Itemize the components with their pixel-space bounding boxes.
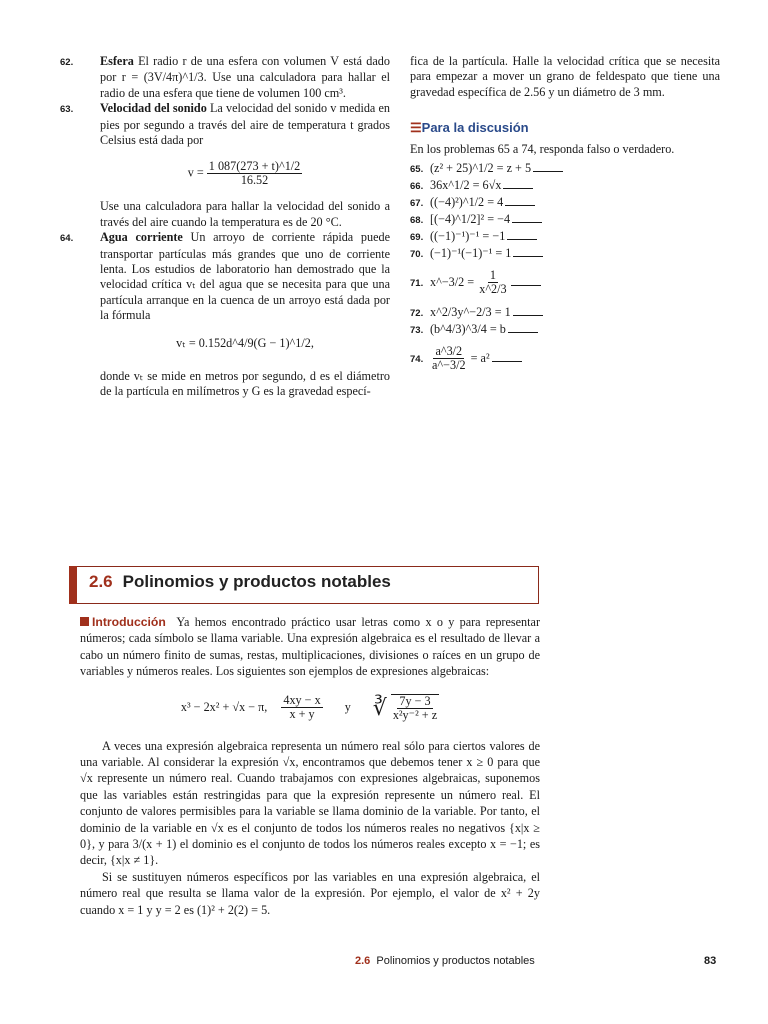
problem-74: 74. $\frac{a\^{}3/2}{a\^{}-3/2}$ = a² (410, 342, 720, 374)
value-paragraph: Si se sustituyen números específicos por las variables en una expresión algebraica, el número real que resulta se llama valor de la expresión. Por ejemplo, el valor de x² + 2y cuando x = 1 y y = 2 es (1)² + 2(2) = 5. (80, 869, 540, 917)
answer-blank[interactable] (505, 196, 535, 206)
answer-blank[interactable] (507, 230, 537, 240)
problem-68: 68. [(−4)^1/2]² = −4 (410, 211, 720, 228)
answer-blank[interactable] (511, 276, 541, 286)
section-accent-bar (69, 566, 77, 604)
problem-64-continued: donde vₜ se mide en metros por segundo, d es el diámetro de la partícula en milímetros y G es la gravedad especí- (100, 368, 390, 399)
answer-blank[interactable] (508, 323, 538, 333)
sound-speed-equation: v = $\frac{1 087(273 + t)\^{}1/2}{16.52}$ (187, 159, 301, 188)
discussion-problems (410, 160, 720, 374)
problem-66: 66. 36x^1/2 = 6√x (410, 177, 720, 194)
problem-71: 71. x^−3/2 = $\frac{1}{x\^{}2/3}$ (410, 266, 720, 298)
discussion-heading: ☰Para la discusión (410, 120, 529, 136)
algebraic-examples: x³ − 2x² + √x − π, $\frac{4xy - x}{x + y}$ y ∛ $\frac{7y - 3}{\text{x²y⁻² + z}}$ (180, 693, 438, 722)
answer-blank[interactable] (503, 179, 533, 189)
answer-blank[interactable] (513, 247, 543, 257)
problem-63: 63. Velocidad del sonido La velocidad del sonido v medida en pies por segundo a través del aire de temperatura t grados Celsius está dada por (60, 101, 391, 148)
problem-73: 73. (b^4/3)^3/4 = b (410, 321, 720, 338)
cube-root-icon: ∛ (372, 694, 387, 720)
answer-blank[interactable] (492, 352, 522, 362)
intro-paragraph: Introducción Ya hemos encontrado práctico usar letras como x o y para representar números; cada símbolo se llama variable. Una expresión algebraica es el resultado de llevar a cabo un número finito de sumas, restas, multiplicaciones, divisiones o raíces en un grupo de variables y números reales. Los siguientes son ejemplos de expresiones algebraicas: (80, 615, 540, 679)
discussion-intro: En los problemas 65 a 74, responda falso o verdadero. (410, 142, 675, 157)
problem-70: 70. (−1)⁻¹(−1)⁻¹ = 1 (410, 245, 720, 262)
left-column (60, 54, 391, 400)
critical-velocity-equation: vₜ = 0.152d^4/9(G − 1)^1/2, (176, 335, 314, 350)
problem-63-question: Use una calculadora para hallar la velocidad del sonido a través del aire cuando la temperatura es de 20 °C. (100, 199, 390, 229)
problem-64: 64. Agua corriente Un arroyo de corriente rápida puede transportar partículas más grandes que uno de corriente lenta. Los estudios de laboratorio han demostrado que la velocidad crítica vₜ del agua que se necesita para que una partícula arranque en la cuenca de un arroyo está dada por la fórmula (60, 230, 391, 323)
problem-72: 72. x^2/3y^−2/3 = 1 (410, 304, 720, 321)
problem-69: 69. ((−1)⁻¹)⁻¹ = −1 (410, 228, 720, 245)
answer-blank[interactable] (533, 162, 563, 172)
problem-67: 67. ((−4)²)^1/2 = 4 (410, 194, 720, 211)
page-footer: 2.6 Polinomios y productos notables (355, 955, 535, 967)
intro-square-icon (80, 617, 89, 626)
problem-64-end: fica de la partícula. Halle la velocidad crítica que se necesita para empezar a mover un grano de feldespato que tiene una gravedad específica de 2.56 y un diámetro de 3 mm. (410, 54, 720, 99)
discussion-icon: ☰ (410, 120, 422, 136)
section-body (80, 614, 540, 918)
section-title: 2.6 Polinomios y productos notables (89, 572, 391, 591)
problem-65: 65. (z² + 25)^1/2 = z + 5 (410, 160, 720, 177)
answer-blank[interactable] (513, 306, 543, 316)
domain-paragraph: A veces una expresión algebraica representa un número real sólo para ciertos valores de una variable. Al considerar la expresión √x, encontramos que debemos tener x ≥ 0 para que √x represente un número real. Cuando trabajamos con expresiones algebraicas, suponemos que las variables están restringidas para que la expresión represente un número real. El conjunto de valores permisibles para la variable se llama dominio de la variable. Por tanto, el dominio de la variable en √x es el conjunto de todos los números reales no negativos {x|x ≥ 0}, y para 3/(x + 1) el dominio es el conjunto de todos los números reales excepto x = −1; es decir, {x|x ≠ 1}. (80, 738, 540, 868)
answer-blank[interactable] (512, 213, 542, 223)
right-column (410, 54, 720, 374)
problem-62: 62. Esfera El radio r de una esfera con volumen V está dado por r = (3V/4π)^1/3. Use una calculadora para hallar el radio de una esfera que tiene de volumen 100 cm³. (60, 54, 390, 100)
page-number: 83 (704, 955, 717, 967)
